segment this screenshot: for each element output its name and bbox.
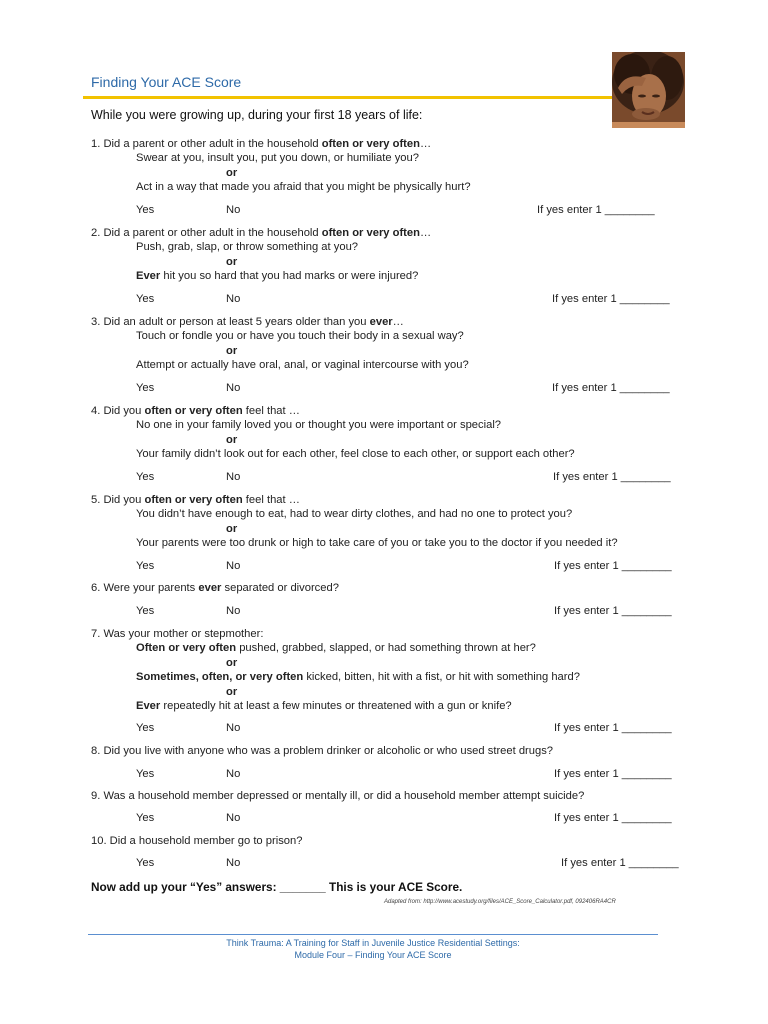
question-3: 3. Did an adult or person at least 5 years older than you ever… xyxy=(91,316,404,328)
question-3-score-field[interactable]: If yes enter 1 ________ xyxy=(552,382,670,394)
question-7-score-field[interactable]: If yes enter 1 ________ xyxy=(554,722,672,734)
source-citation: Adapted from: http://www.acestudy.org/files/ACE_Score_Calculator.pdf, 092406RA4CR xyxy=(384,899,616,905)
page-title: Finding Your ACE Score xyxy=(91,74,242,90)
question-10-score-field[interactable]: If yes enter 1 ________ xyxy=(561,857,679,869)
question-5: 5. Did you often or very often feel that … xyxy=(91,494,300,506)
question-1-no-option[interactable]: No xyxy=(226,204,241,216)
question-10-yes-option[interactable]: Yes xyxy=(136,857,155,869)
or-separator: or xyxy=(226,686,238,698)
question-9-score-field[interactable]: If yes enter 1 ________ xyxy=(554,812,672,824)
question-4: 4. Did you often or very often feel that … xyxy=(91,405,300,417)
question-4-yes-option[interactable]: Yes xyxy=(136,471,155,483)
question-6-score-field[interactable]: If yes enter 1 ________ xyxy=(554,605,672,617)
question-4-no-option[interactable]: No xyxy=(226,471,241,483)
question-7-option-c: Ever repeatedly hit at least a few minutes or threatened with a gun or knife? xyxy=(136,700,512,712)
question-4-score-field[interactable]: If yes enter 1 ________ xyxy=(553,471,671,483)
question-6-yes-option[interactable]: Yes xyxy=(136,605,155,617)
question-5-no-option[interactable]: No xyxy=(226,560,241,572)
or-separator: or xyxy=(226,657,238,669)
question-8-no-option[interactable]: No xyxy=(226,768,241,780)
question-3-yes-option[interactable]: Yes xyxy=(136,382,155,394)
question-2-option-b: Ever hit you so hard that you had marks or were injured? xyxy=(136,270,419,282)
question-9: 9. Was a household member depressed or mentally ill, or did a household member attempt suicide? xyxy=(91,790,585,802)
question-9-no-option[interactable]: No xyxy=(226,812,241,824)
question-7-yes-option[interactable]: Yes xyxy=(136,722,155,734)
question-3-option-b: Attempt or actually have oral, anal, or vaginal intercourse with you? xyxy=(136,359,469,371)
intro-prompt: While you were growing up, during your first 18 years of life: xyxy=(91,108,423,122)
question-7-option-b: Sometimes, often, or very often kicked, bitten, hit with a fist, or hit with something hard? xyxy=(136,671,580,683)
question-10: 10. Did a household member go to prison? xyxy=(91,835,303,847)
question-9-yes-option[interactable]: Yes xyxy=(136,812,155,824)
question-3-option-a: Touch or fondle you or have you touch their body in a sexual way? xyxy=(136,330,464,342)
ace-score-total[interactable]: Now add up your “Yes” answers: _______ This is your ACE Score. xyxy=(91,880,463,894)
question-4-option-b: Your family didn’t look out for each other, feel close to each other, or support each other? xyxy=(136,448,575,460)
question-8-score-field[interactable]: If yes enter 1 ________ xyxy=(554,768,672,780)
question-6: 6. Were your parents ever separated or divorced? xyxy=(91,582,339,594)
page-footer xyxy=(88,937,658,961)
question-4-option-a: No one in your family loved you or thought you were important or special? xyxy=(136,419,502,431)
question-10-no-option[interactable]: No xyxy=(226,857,241,869)
question-5-yes-option[interactable]: Yes xyxy=(136,560,155,572)
question-8: 8. Did you live with anyone who was a problem drinker or alcoholic or who used street drugs? xyxy=(91,745,554,757)
question-3-no-option[interactable]: No xyxy=(226,382,241,394)
question-1-yes-option[interactable]: Yes xyxy=(136,204,155,216)
question-8-yes-option[interactable]: Yes xyxy=(136,768,155,780)
question-2-no-option[interactable]: No xyxy=(226,293,241,305)
header-rule xyxy=(83,96,613,99)
question-7: 7. Was your mother or stepmother: xyxy=(91,628,264,640)
or-separator: or xyxy=(226,167,238,179)
question-2-yes-option[interactable]: Yes xyxy=(136,293,155,305)
header-photo xyxy=(612,52,685,128)
question-1: 1. Did a parent or other adult in the household often or very often… xyxy=(91,138,432,150)
question-7-no-option[interactable]: No xyxy=(226,722,241,734)
question-5-option-b: Your parents were too drunk or high to take care of you or take you to the doctor if you needed it? xyxy=(136,537,618,549)
question-1-option-b: Act in a way that made you afraid that you might be physically hurt? xyxy=(136,181,471,193)
question-1-option-a: Swear at you, insult you, put you down, or humiliate you? xyxy=(136,152,419,164)
footer-line-2: Module Four – Finding Your ACE Score xyxy=(294,950,452,960)
question-2: 2. Did a parent or other adult in the household often or very often… xyxy=(91,227,432,239)
or-separator: or xyxy=(226,345,238,357)
question-6-no-option[interactable]: No xyxy=(226,605,241,617)
question-2-score-field[interactable]: If yes enter 1 ________ xyxy=(552,293,670,305)
or-separator: or xyxy=(226,523,238,535)
question-5-option-a: You didn’t have enough to eat, had to wear dirty clothes, and had no one to protect you? xyxy=(136,508,573,520)
or-separator: or xyxy=(226,434,238,446)
footer-line-1: Think Trauma: A Training for Staff in Juvenile Justice Residential Settings: xyxy=(226,938,520,948)
question-5-score-field[interactable]: If yes enter 1 ________ xyxy=(554,560,672,572)
question-2-option-a: Push, grab, slap, or throw something at you? xyxy=(136,241,359,253)
or-separator: or xyxy=(226,256,238,268)
question-7-option-a: Often or very often pushed, grabbed, slapped, or had something thrown at her? xyxy=(136,642,536,654)
footer-rule xyxy=(88,934,658,935)
question-1-score-field[interactable]: If yes enter 1 ________ xyxy=(537,204,655,216)
